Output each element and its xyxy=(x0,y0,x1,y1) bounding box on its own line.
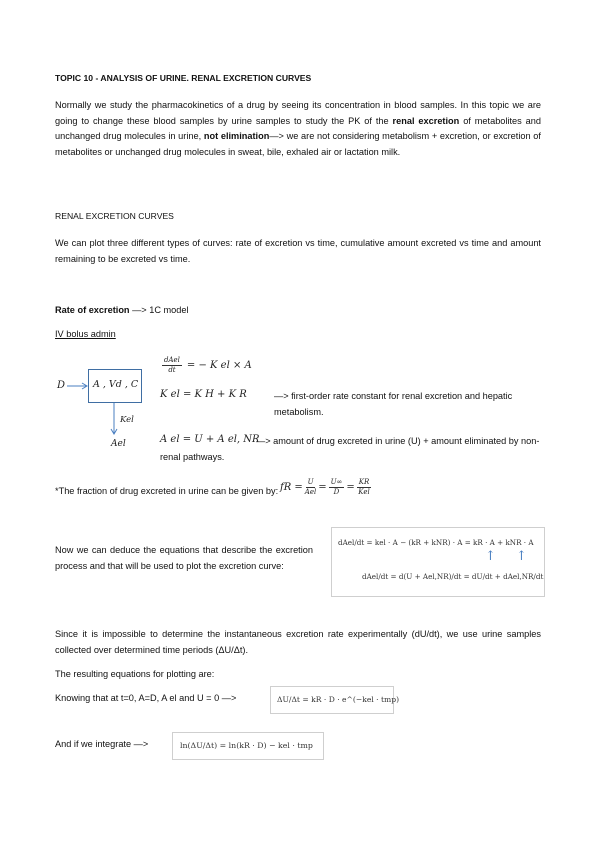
box1-line2: dAel/dt = d(U + Ael,NR)/dt = dU/dt + dAel,NR/dt xyxy=(362,572,544,581)
fr-f1-den: Ael xyxy=(304,488,317,496)
box1-line1: dAel/dt = kel · A − (kR + kNR) · A = kR · A + kNR · A xyxy=(338,538,534,547)
fr-f2-num: U∞ xyxy=(330,478,343,486)
fr-formula: fR = $\frac{U}{\text{Ael}}$ = $\frac{U\infty}{D}$ = $\frac{KR}{\text{Kel}}$ xyxy=(280,478,370,496)
intro-bold-1: renal excretion xyxy=(392,115,460,126)
eq1-numerator: dAel xyxy=(164,356,180,364)
resulting-text: The resulting equations for plotting are: xyxy=(55,669,215,679)
integrate-text: And if we integrate —> xyxy=(55,739,149,749)
fr-f3-num: KR xyxy=(358,478,370,486)
kel-arrow xyxy=(109,403,119,435)
box2-formula: ΔU/Δt = kR · D · e^(−kel · tmp) xyxy=(277,695,400,704)
fr-fraction-1 xyxy=(305,478,316,497)
eq1-rhs: = − K el × A xyxy=(186,360,252,371)
intro-bold-2: not elimination xyxy=(203,131,270,141)
rate-heading-bold: Rate of excretion xyxy=(55,305,130,315)
rate-heading xyxy=(55,305,189,315)
fr-fraction-3 xyxy=(357,478,372,497)
fraction-note: *The fraction of drug excreted in urine can be given by: xyxy=(55,486,279,496)
box1-arrow-right: ↑ xyxy=(516,549,527,564)
box3-formula: ln(ΔU/Δt) = ln(kR · D) − kel · tmp xyxy=(180,741,313,750)
equation-2-description: —> first-order rate constant for renal excretion and hepatic metabolism. xyxy=(274,391,513,417)
dose-label: D xyxy=(57,380,66,391)
curves-paragraph: We can plot three different types of curves: rate of excretion vs time, cumulative amount excreted vs time and amount remaining to be excreted vs time. xyxy=(55,238,541,264)
fr-lhs: fR = xyxy=(280,482,303,493)
eq1-fraction xyxy=(162,356,182,375)
page-title: TOPIC 10 - ANALYSIS OF URINE. RENAL EXCRETION CURVES xyxy=(55,73,312,83)
compartment-label: A , Vd , C xyxy=(93,379,139,390)
rate-heading-rest: —> 1C model xyxy=(129,305,189,315)
rate-equation-box xyxy=(270,686,400,714)
intro-text-2: of metabolites and unchanged drug molecules in urine, xyxy=(55,115,541,141)
iv-bolus-heading: IV bolus admin xyxy=(55,329,116,339)
intro-text-1: Normally we study the pharmacokinetics of a drug by seeing its concentration in blood samples. In this topic we are going to change these blood samples by urine samples to study the PK of the xyxy=(55,100,541,126)
knowing-text: Knowing that at t=0, A=D, A el and U = 0 —> xyxy=(55,693,237,703)
equation-3-description: —> amount of drug excreted in urine (U) + amount eliminated by non-renal pathways. xyxy=(160,436,540,462)
fr-f1-num: U xyxy=(307,478,314,486)
fr-fraction-2 xyxy=(329,478,345,497)
integrated-equation-box xyxy=(172,732,324,760)
deduce-paragraph: Now we can deduce the equations that describe the excretion process and that will be used to plot the excretion curve: xyxy=(55,545,313,571)
intro-paragraph xyxy=(55,98,541,160)
fr-f2-den: D xyxy=(333,488,340,496)
intro-text-3: —> we are not considering metabolism + excretion, or excretion of metabolites or unchanged drug molecules in sweat, bile, exhaled air or lactation milk. xyxy=(55,131,541,157)
kel-label: Kel xyxy=(120,415,134,425)
equation-2: K el = K H + K R xyxy=(160,389,247,400)
impossible-paragraph: Since it is impossible to determine the instantaneous excretion rate experimentally (dU/dt), we use urine samples collected over determined time periods (ΔU/Δt). xyxy=(55,629,541,655)
excretion-equations-box xyxy=(331,527,545,597)
ael-label: Ael xyxy=(111,439,126,449)
fr-f3-den: Kel xyxy=(358,488,370,496)
compartment-diagram xyxy=(55,366,155,456)
eq1-denominator: dt xyxy=(168,366,176,374)
equation-3: A el = U + A el, NR xyxy=(160,434,260,445)
section-heading: RENAL EXCRETION CURVES xyxy=(55,211,174,221)
equation-1 xyxy=(160,356,252,375)
dose-arrow xyxy=(67,381,89,391)
box1-arrow-left: ↑ xyxy=(485,549,496,564)
